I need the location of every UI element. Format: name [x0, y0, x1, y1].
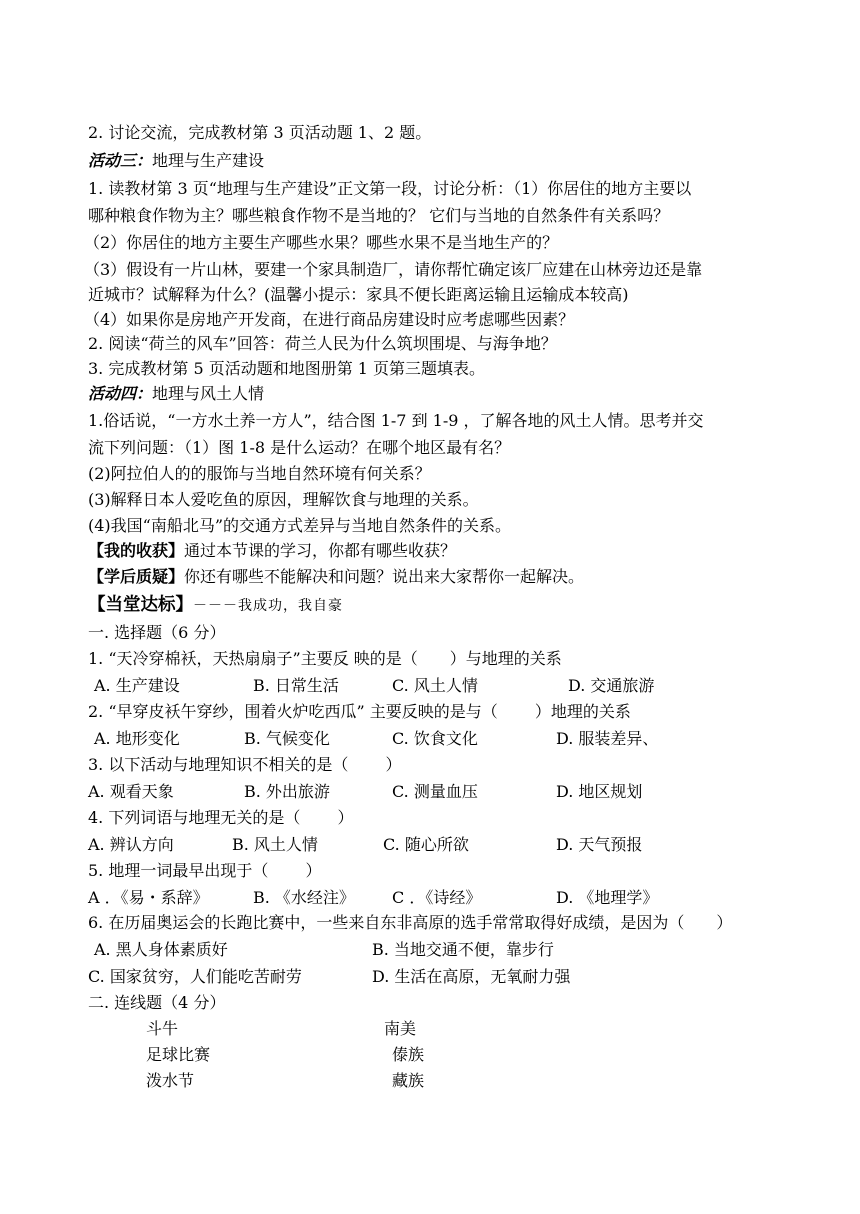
q1-option-c: C. 风土人情 [392, 676, 478, 695]
text-line: （2）你居住的地方主要生产哪些水果？哪些水果不是当地生产的？ [84, 233, 559, 252]
q4-option-c: C. 随心所欲 [383, 835, 469, 854]
q1-option-b: B. 日常生活 [253, 676, 339, 695]
post-study-doubt [88, 566, 584, 588]
target-slogan: －－－我成功，我自豪 [193, 598, 343, 614]
activity-3-title: 地理与生产建设 [152, 151, 265, 170]
q4-option-b: B. 风土人情 [232, 835, 318, 854]
text-line: 1.俗话说，“一方水土养一方人”，结合图 1-7 到 1-9 ，了解各地的风土人情。思考并交 [88, 411, 704, 430]
doubt-label: 【学后质疑】 [88, 567, 185, 586]
question-6: 6. 在历届奥运会的长跑比赛中，一些来自东非高原的选手常常取得好成绩，是因为（ ） [88, 913, 733, 932]
q6-option-c: C. 国家贫穷，人们能吃苦耐劳 [88, 967, 302, 986]
text-line: 1. 读教材第 3 页“地理与生产建设”正文第一段，讨论分析：（1）你居住的地方主要以 [88, 179, 692, 198]
my-gain [88, 540, 456, 562]
q3-option-a: A. 观看天象 [88, 782, 174, 801]
text-line: (3)解释日本人爱吃鱼的原因，理解饮食与地理的关系。 [88, 490, 479, 509]
q2-option-d: D. 服装差异、 [556, 729, 659, 748]
activity-4-title: 地理与风土人情 [152, 384, 265, 403]
matching-left-item: 足球比赛 [146, 1045, 211, 1064]
target-label: 【当堂达标】 [88, 595, 193, 615]
my-gain-label: 【我的收获】 [88, 541, 185, 560]
target-heading [88, 594, 343, 617]
matching-left-item: 斗牛 [146, 1019, 179, 1038]
section-1-title: 一. 选择题（6 分） [88, 623, 226, 642]
q4-option-a: A. 辨认方向 [88, 835, 174, 854]
q6-option-b: B. 当地交通不便，靠步行 [372, 940, 554, 959]
activity-4-heading [88, 383, 264, 405]
text-line: 哪种粮食作物为主？哪些粮食作物不是当地的？ 它们与当地的自然条件有关系吗？ [88, 206, 670, 225]
text-line: (2)阿拉伯人的的服饰与当地自然环境有何关系？ [88, 464, 431, 483]
text-line: （4）如果你是房地产开发商，在进行商品房建设时应考虑哪些因素？ [84, 310, 575, 329]
doubt-text: 你还有哪些不能解决和问题？说出来大家帮你一起解决。 [184, 567, 585, 586]
matching-left-item: 泼水节 [146, 1071, 195, 1090]
question-4: 4. 下列词语与地理无关的是（ ） [88, 808, 354, 827]
q6-option-d: D. 生活在高原，无氧耐力强 [372, 967, 571, 986]
matching-right-item: 傣族 [392, 1045, 425, 1064]
activity-3-label: 活动三： [88, 151, 153, 170]
q5-option-c: C ．《诗经》 [392, 888, 482, 907]
question-2: 2. “早穿皮袄午穿纱，围着火炉吃西瓜” 主要反映的是与（ ）地理的关系 [88, 702, 631, 721]
q2-option-a: A. 地形变化 [94, 729, 180, 748]
q2-option-c: C. 饮食文化 [392, 729, 478, 748]
text-line: （3）假设有一片山林，要建一个家具制造厂，请你帮忙确定该厂应建在山林旁边还是靠 [84, 260, 703, 279]
q5-option-b: B. 《水经注》 [253, 888, 355, 907]
q4-option-d: D. 天气预报 [556, 835, 643, 854]
activity-4-label: 活动四： [88, 384, 153, 403]
matching-right-item: 南美 [384, 1019, 417, 1038]
q3-option-d: D. 地区规划 [556, 782, 643, 801]
text-line: 2. 讨论交流，完成教材第 3 页活动题 1、2 题。 [88, 123, 432, 142]
q2-option-b: B. 气候变化 [244, 729, 330, 748]
activity-3-heading [88, 150, 264, 172]
my-gain-text: 通过本节课的学习，你都有哪些收获？ [184, 541, 457, 560]
text-line: (4)我国“南船北马”的交通方式差异与当地自然条件的关系。 [88, 516, 512, 535]
section-2-title: 二. 连线题（4 分） [88, 993, 226, 1012]
text-line: 2. 阅读“荷兰的风车”回答：荷兰人民为什么筑坝围堤、与海争地？ [88, 334, 557, 353]
text-line: 3. 完成教材第 5 页活动题和地图册第 1 页第三题填表。 [88, 359, 486, 378]
q6-option-a: A. 黑人身体素质好 [94, 940, 228, 959]
q1-option-d: D. 交通旅游 [568, 676, 655, 695]
q3-option-b: B. 外出旅游 [244, 782, 330, 801]
question-5: 5. 地理一词最早出现于（ ） [88, 861, 322, 880]
question-1: 1. “天冷穿棉袄，天热扇扇子”主要反 映的是（ ）与地理的关系 [88, 649, 562, 668]
text-line: 近城市？试解释为什么？(温馨小提示：家具不便长距离运输且运输成本较高) [88, 285, 629, 304]
question-3: 3. 以下活动与地理知识不相关的是（ ） [88, 755, 402, 774]
q1-option-a: A. 生产建设 [94, 676, 180, 695]
matching-right-item: 藏族 [392, 1071, 425, 1090]
text-line: 流下列问题：（1）图 1-8 是什么运动？在哪个地区最有名？ [88, 438, 511, 457]
q3-option-c: C. 测量血压 [392, 782, 478, 801]
q5-option-d: D. 《地理学》 [556, 888, 659, 907]
q5-option-a: A ．《易・系辞》 [88, 888, 209, 907]
